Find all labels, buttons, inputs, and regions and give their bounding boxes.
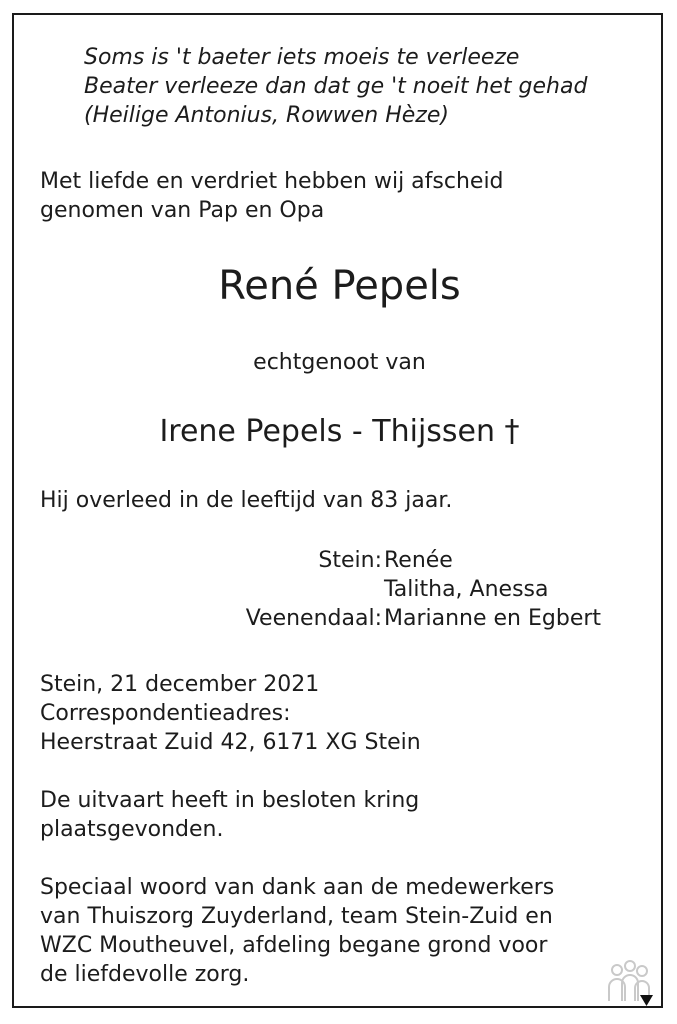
quote-line: Soms is 't baeter iets moeis te verleeze xyxy=(84,45,520,70)
thanks-line: WZC Moutheuvel, afdeling begane grond voor xyxy=(40,933,548,958)
epigraph-quote xyxy=(84,43,587,130)
quote-line: (Heilige Antonius, Rowwen Hèze) xyxy=(84,103,449,128)
family-names: Renée xyxy=(384,548,453,573)
funeral-line: plaatsgevonden. xyxy=(40,817,224,842)
triangle-down-icon xyxy=(640,995,653,1006)
address-line: Heerstraat Zuid 42, 6171 XG Stein xyxy=(40,730,421,755)
intro-line: Met liefde en verdriet hebben wij afscheid xyxy=(40,169,504,194)
family-place: Stein: xyxy=(318,548,382,573)
family-place: Veenendaal: xyxy=(245,606,382,631)
thanks-line: van Thuiszorg Zuyderland, team Stein-Zuid en xyxy=(40,904,553,929)
spouse-name: Irene Pepels - Thijssen † xyxy=(159,414,520,449)
family-row xyxy=(14,575,665,604)
family-row xyxy=(14,546,665,575)
thanks-line: de liefdevolle zorg. xyxy=(40,962,250,987)
family-names: Talitha, Anessa xyxy=(384,577,549,602)
funeral-line: De uitvaart heeft in besloten kring xyxy=(40,788,420,813)
obituary-card xyxy=(12,13,663,1008)
family-row xyxy=(14,604,665,633)
thanks-note xyxy=(40,873,554,989)
intro-line: genomen van Pap en Opa xyxy=(40,198,325,223)
family-names: Marianne en Egbert xyxy=(384,606,602,631)
place-date-address xyxy=(40,670,421,757)
age-statement: Hij overleed in de leeftijd van 83 jaar. xyxy=(40,488,453,513)
people-group-icon[interactable] xyxy=(603,957,653,1007)
funeral-notice xyxy=(40,786,419,844)
address-line: Correspondentieadres: xyxy=(40,701,291,726)
deceased-name: René Pepels xyxy=(218,263,461,309)
address-line: Stein, 21 december 2021 xyxy=(40,672,320,697)
intro-text xyxy=(40,167,504,225)
quote-line: Beater verleeze dan dat ge 't noeit het gehad xyxy=(84,74,588,99)
thanks-line: Speciaal woord van dank aan de medewerkers xyxy=(40,875,555,900)
spouse-label: echtgenoot van xyxy=(253,350,426,375)
